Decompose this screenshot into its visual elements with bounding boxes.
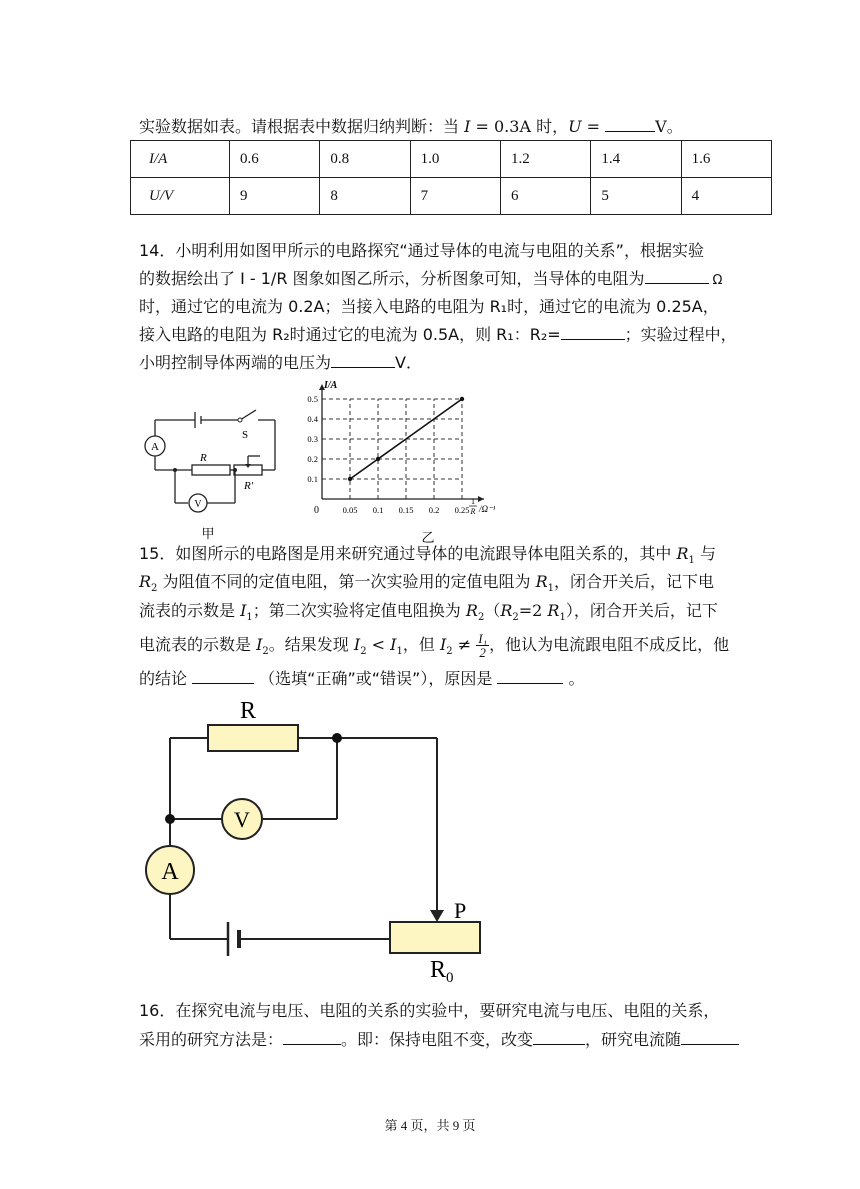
q16-text: 采用的研究方法是： xyxy=(139,1030,284,1049)
chart-x-label-den: R xyxy=(470,507,476,516)
subscript: 1 xyxy=(547,583,555,595)
fraction-numerator: I₁ xyxy=(478,631,488,646)
q14-line-2 xyxy=(139,268,722,292)
table-cell: 7 xyxy=(410,178,500,215)
subscript: 1 xyxy=(688,555,695,567)
rheostat-subscript: 0 xyxy=(446,970,454,986)
q15-text: （ xyxy=(484,601,501,620)
var-u: U xyxy=(568,117,582,136)
table-cell: 9 xyxy=(230,178,320,215)
subscript: 1 xyxy=(246,612,253,624)
var-r: R xyxy=(500,601,513,620)
y-tick-label: 0.4 xyxy=(307,414,318,424)
subscript: 2 xyxy=(477,612,485,624)
table-cell: 1.4 xyxy=(591,141,681,178)
figure-caption: 甲 xyxy=(201,526,215,541)
intro-line xyxy=(139,116,683,138)
var-i: I xyxy=(390,635,397,654)
chart-origin-label: 0 xyxy=(314,505,319,516)
figure-caption: 乙 xyxy=(421,530,435,545)
chart-i-vs-inverse-r xyxy=(298,374,510,546)
q15-line-4 xyxy=(139,632,729,663)
subscript: 1 xyxy=(396,646,403,658)
x-tick-label: 0.15 xyxy=(398,505,414,515)
table-cell: 4 xyxy=(681,178,771,215)
chart-tick-labels xyxy=(307,394,469,515)
table-cell: 1.0 xyxy=(410,141,500,178)
data-point xyxy=(348,477,352,481)
q15-text: 为阻值不同的定值电阻，第一次实验用的定值电阻为 xyxy=(157,572,536,591)
fraction xyxy=(476,632,489,659)
table-cell: 8 xyxy=(320,178,410,215)
q15-text: ，他认为电流跟电阻不成反比，他 xyxy=(489,635,730,654)
subscript: 1 xyxy=(559,612,566,624)
answer-blank[interactable] xyxy=(533,1029,585,1045)
table-cell: 1.2 xyxy=(500,141,590,178)
x-tick-label: 0.1 xyxy=(372,505,384,515)
q15-text: 电流表的示数是 xyxy=(139,635,257,654)
ammeter-label: A xyxy=(161,859,179,885)
y-tick-label: 0.5 xyxy=(307,394,318,404)
x-tick-label: 0.2 xyxy=(428,505,440,515)
var-r: R xyxy=(139,572,152,591)
y-tick-label: 0.3 xyxy=(307,434,318,444)
answer-blank[interactable] xyxy=(681,1029,739,1045)
table-cell: 6 xyxy=(500,178,590,215)
q16-line-2 xyxy=(139,1029,739,1051)
subscript: 2 xyxy=(512,612,519,624)
table-cell: 0.6 xyxy=(230,141,320,178)
rheostat-label: R' xyxy=(244,480,254,492)
var-r: R xyxy=(535,572,548,591)
q14-text: 的数据绘出了 I - 1/R 图象如图乙所示，分析图象可知，当导体的电阻为 xyxy=(139,269,645,288)
q15-text: （选填“正确”或“错误”），原因是 xyxy=(254,669,498,688)
table-cell: I/A xyxy=(131,141,230,178)
circuit-diagram-q15 xyxy=(140,690,500,990)
answer-blank[interactable] xyxy=(645,268,709,284)
q15-text: ，闭合开关后，记下电 xyxy=(554,572,715,591)
q15-text: =2 xyxy=(518,601,548,620)
answer-blank[interactable] xyxy=(497,668,563,684)
rheostat-label xyxy=(430,957,454,986)
answer-blank[interactable] xyxy=(283,1029,341,1045)
table-cell: 5 xyxy=(591,178,681,215)
q15-text: < xyxy=(366,635,391,654)
table-row xyxy=(131,178,772,215)
q14-text: ；实验过程中， xyxy=(624,325,737,344)
q14-text: V． xyxy=(395,353,422,372)
circuit-diagram-jia xyxy=(140,398,290,546)
subscript: 2 xyxy=(360,646,367,658)
table-row xyxy=(131,141,772,178)
data-point xyxy=(460,397,464,401)
q15-text: 。 xyxy=(563,669,585,688)
var-i: I xyxy=(256,635,263,654)
subscript: 2 xyxy=(446,646,453,658)
var-i: I xyxy=(353,635,361,654)
voltmeter-label: V xyxy=(234,807,250,832)
q15-text: ；第二次实验将定值电阻换为 xyxy=(252,601,466,620)
answer-blank[interactable] xyxy=(331,352,395,368)
chart-x-label-num: 1 xyxy=(471,497,475,506)
q15-line-1 xyxy=(139,543,716,572)
table-cell: 1.6 xyxy=(681,141,771,178)
q14-line-5 xyxy=(139,352,422,374)
q16-line-1: 16．在探究电流与电压、电阻的关系的实验中，要研究电流与电压、电阻的关系， xyxy=(139,1001,720,1020)
fraction-denominator: 2 xyxy=(479,645,486,660)
resistor-label: R xyxy=(200,452,207,464)
table-cell: U/V xyxy=(131,178,230,215)
switch-label: S xyxy=(242,429,249,441)
q14-line-1: 14．小明利用如图甲所示的电路探究“通过导体的电流与电阻的关系”，根据实验 xyxy=(139,241,704,260)
data-table xyxy=(130,140,772,215)
x-axis-arrow xyxy=(478,496,484,502)
var-r: R xyxy=(547,601,560,620)
x-tick-label: 0.05 xyxy=(342,505,358,515)
y-tick-label: 0.1 xyxy=(307,474,318,484)
slider-label: P xyxy=(454,898,467,923)
ammeter-label: A xyxy=(151,441,159,453)
chart-x-label-unit: /Ω⁻¹ xyxy=(479,504,496,514)
resistor-label: R xyxy=(239,698,257,724)
x-tick-label: 0.25 xyxy=(454,505,470,515)
q15-text: ），闭合开关后，记下 xyxy=(565,601,718,620)
q14-text: 小明控制导体两端的电压为 xyxy=(139,353,332,372)
q15-text: ，但 xyxy=(402,635,440,654)
q15-text: 15．如图所示的电路图是用来研究通过导体的电流跟导体电阻关系的，其中 xyxy=(139,544,677,563)
page-footer: 第 4 页，共 9 页 xyxy=(384,1118,476,1133)
q15-text: 的结论 xyxy=(139,669,193,688)
data-point xyxy=(376,457,380,461)
var-i: I xyxy=(439,635,447,654)
var-i: I xyxy=(240,601,247,620)
q16-text: 。即：保持电阻不变，改变 xyxy=(341,1030,534,1049)
q16-text: ，研究电流随 xyxy=(585,1030,682,1049)
q15-line-2 xyxy=(139,571,714,600)
q14-line-4 xyxy=(139,324,737,346)
q14-line-3: 时，通过它的电流为 0.2A；当接入电路的电阻为 R₁时，通过它的电流为 0.25A， xyxy=(139,297,719,316)
answer-blank[interactable] xyxy=(561,324,625,340)
q15-text: 流表的示数是 xyxy=(139,601,241,620)
table-cell: 0.8 xyxy=(320,141,410,178)
answer-blank[interactable] xyxy=(192,668,254,684)
q15-line-5 xyxy=(139,668,585,690)
q14-unit: Ω xyxy=(712,273,723,288)
chart-y-label: I/A xyxy=(324,380,338,391)
subscript: 2 xyxy=(262,646,269,658)
var-r: R xyxy=(676,544,689,563)
q15-text: 与 xyxy=(694,544,716,563)
rheostat-letter: R xyxy=(430,957,447,983)
y-tick-label: 0.2 xyxy=(307,454,318,464)
q15-line-3 xyxy=(139,600,718,629)
intro-text-c: = xyxy=(581,117,606,136)
answer-blank[interactable] xyxy=(605,116,655,132)
intro-text-a: 实验数据如表。请根据表中数据归纳判断：当 xyxy=(139,117,465,136)
var-i: I xyxy=(464,117,471,136)
intro-text-d: V。 xyxy=(655,117,683,136)
voltmeter-label: V xyxy=(194,499,202,510)
intro-text-b: = 0.3A 时， xyxy=(470,117,569,136)
q14-text: 接入电路的电阻为 R₂时通过它的电流为 0.5A，则 R₁：R₂= xyxy=(139,325,561,344)
q15-text: ≠ xyxy=(452,635,477,654)
var-r: R xyxy=(465,601,478,620)
q15-text: 。结果发现 xyxy=(268,635,354,654)
subscript: 2 xyxy=(151,583,158,595)
